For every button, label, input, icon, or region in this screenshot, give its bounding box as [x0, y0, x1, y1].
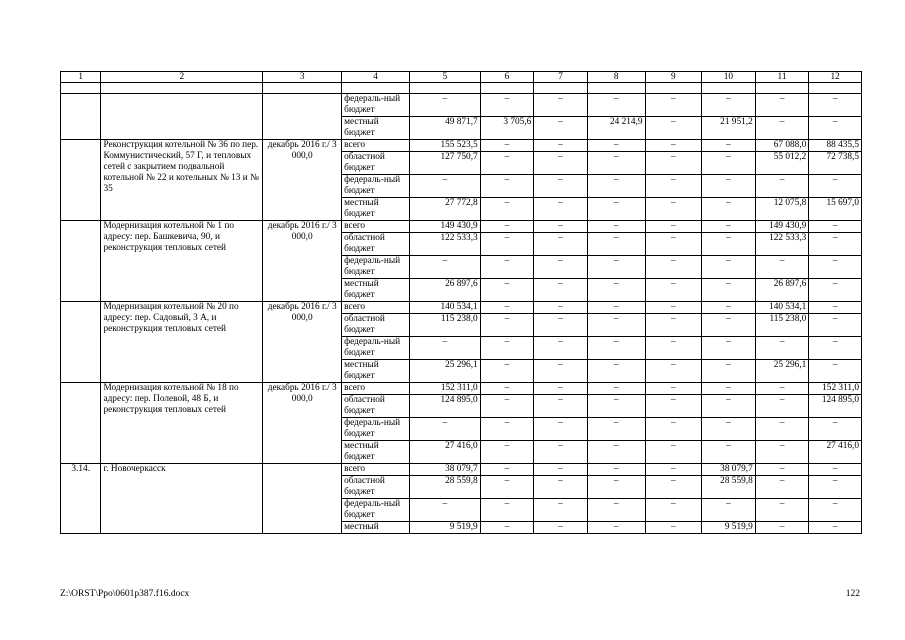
budget-source-label: местный бюджет	[342, 279, 410, 302]
amount-cell: –	[480, 140, 534, 152]
amount-cell: 25 296,1	[409, 360, 480, 383]
amount-cell: –	[645, 175, 702, 198]
footer-page-number: 122	[845, 589, 860, 599]
spacer-cell	[342, 83, 410, 94]
amount-cell: –	[587, 175, 645, 198]
amount-cell: –	[755, 383, 809, 395]
item-name: Модернизация котельной № 18 по адресу: пер. Полевой, 48 Б, и реконструкция тепловых сетей	[101, 383, 263, 464]
budget-source-label: всего	[342, 140, 410, 152]
budget-source-label: всего	[342, 383, 410, 395]
amount-cell: 15 697,0	[809, 198, 862, 221]
item-term	[263, 464, 342, 534]
amount-cell: 149 430,9	[409, 221, 480, 233]
amount-cell: 21 951,2	[702, 117, 756, 140]
item-number: 3.14.	[61, 464, 101, 534]
header-cell: 3	[263, 72, 342, 83]
header-cell: 10	[702, 72, 756, 83]
amount-cell: –	[534, 152, 588, 175]
amount-cell: 122 533,3	[409, 233, 480, 256]
amount-cell: –	[755, 175, 809, 198]
header-row	[61, 72, 862, 83]
spacer-cell	[61, 83, 101, 94]
header-cell: 12	[809, 72, 862, 83]
amount-cell: –	[534, 117, 588, 140]
amount-cell: –	[587, 94, 645, 117]
table-row	[61, 464, 862, 476]
amount-cell: –	[645, 418, 702, 441]
amount-cell: –	[534, 418, 588, 441]
amount-cell: –	[587, 302, 645, 314]
amount-cell: –	[809, 94, 862, 117]
amount-cell: –	[534, 221, 588, 233]
spacer-row	[61, 83, 862, 94]
amount-cell: –	[409, 418, 480, 441]
amount-cell: 140 534,1	[409, 302, 480, 314]
amount-cell: –	[480, 522, 534, 534]
amount-cell: –	[809, 302, 862, 314]
amount-cell: 27 772,8	[409, 198, 480, 221]
amount-cell: 28 559,8	[702, 476, 756, 499]
amount-cell: –	[645, 522, 702, 534]
amount-cell: –	[809, 117, 862, 140]
amount-cell: –	[409, 256, 480, 279]
table-row	[61, 94, 862, 117]
item-name: г. Новочеркасск	[101, 464, 263, 534]
amount-cell: –	[587, 499, 645, 522]
spacer-cell	[263, 83, 342, 94]
amount-cell: 9 519,9	[702, 522, 756, 534]
item-number	[61, 383, 101, 464]
item-term: декабрь 2016 г./ 3 000,0	[263, 221, 342, 302]
amount-cell: –	[480, 233, 534, 256]
amount-cell: –	[480, 337, 534, 360]
item-name	[101, 94, 263, 140]
amount-cell: –	[480, 476, 534, 499]
amount-cell: –	[702, 233, 756, 256]
amount-cell: 124 895,0	[809, 395, 862, 418]
amount-cell: –	[809, 499, 862, 522]
amount-cell: 72 738,5	[809, 152, 862, 175]
amount-cell: –	[587, 198, 645, 221]
amount-cell: 152 311,0	[809, 383, 862, 395]
budget-source-label: местный бюджет	[342, 360, 410, 383]
budget-source-label: местный бюджет	[342, 441, 410, 464]
table-row	[61, 383, 862, 395]
budget-source-label: областной бюджет	[342, 476, 410, 499]
amount-cell: –	[587, 360, 645, 383]
amount-cell: –	[587, 152, 645, 175]
item-number	[61, 221, 101, 302]
amount-cell: –	[587, 464, 645, 476]
amount-cell: –	[480, 256, 534, 279]
amount-cell: 9 519,9	[409, 522, 480, 534]
amount-cell: 38 079,7	[409, 464, 480, 476]
amount-cell: –	[480, 314, 534, 337]
budget-source-label: областной бюджет	[342, 233, 410, 256]
amount-cell: –	[409, 337, 480, 360]
header-cell: 4	[342, 72, 410, 83]
header-cell: 7	[534, 72, 588, 83]
header-cell: 5	[409, 72, 480, 83]
item-term: декабрь 2016 г./ 3 000,0	[263, 383, 342, 464]
amount-cell: –	[809, 279, 862, 302]
amount-cell: –	[702, 499, 756, 522]
amount-cell: 115 238,0	[755, 314, 809, 337]
amount-cell: –	[645, 314, 702, 337]
budget-source-label: областной бюджет	[342, 395, 410, 418]
amount-cell: –	[702, 441, 756, 464]
amount-cell: –	[645, 94, 702, 117]
amount-cell: –	[534, 499, 588, 522]
footer-file-path: Z:\ORST\Ppo\0601p387.f16.docx	[60, 589, 190, 599]
item-name: Модернизация котельной № 1 по адресу: пер. Башкевича, 90, и реконструкция тепловых сетей	[101, 221, 263, 302]
item-term: декабрь 2016 г./ 3 000,0	[263, 140, 342, 221]
amount-cell: 140 534,1	[755, 302, 809, 314]
amount-cell: –	[587, 221, 645, 233]
amount-cell: –	[480, 198, 534, 221]
budget-source-label: местный	[342, 522, 410, 534]
amount-cell: –	[645, 152, 702, 175]
amount-cell: –	[534, 360, 588, 383]
amount-cell: –	[702, 256, 756, 279]
spacer-cell	[101, 83, 263, 94]
amount-cell: –	[645, 476, 702, 499]
item-number	[61, 140, 101, 221]
amount-cell: 24 214,9	[587, 117, 645, 140]
amount-cell: 152 311,0	[409, 383, 480, 395]
amount-cell: –	[534, 94, 588, 117]
amount-cell: –	[702, 175, 756, 198]
amount-cell: 25 296,1	[755, 360, 809, 383]
amount-cell: –	[755, 418, 809, 441]
amount-cell: –	[587, 314, 645, 337]
amount-cell: –	[645, 464, 702, 476]
amount-cell: 149 430,9	[755, 221, 809, 233]
item-name: Модернизация котельной № 20 по адресу: пер. Садовый, 3 А, и реконструкция тепловых сетей	[101, 302, 263, 383]
amount-cell: –	[809, 418, 862, 441]
amount-cell: 12 075,8	[755, 198, 809, 221]
header-cell: 11	[755, 72, 809, 83]
budget-source-label: местный бюджет	[342, 198, 410, 221]
amount-cell: –	[480, 175, 534, 198]
amount-cell: –	[645, 140, 702, 152]
budget-source-label: областной бюджет	[342, 152, 410, 175]
amount-cell: –	[755, 337, 809, 360]
amount-cell: –	[409, 499, 480, 522]
amount-cell: –	[645, 256, 702, 279]
amount-cell: 26 897,6	[755, 279, 809, 302]
spacer-cell	[645, 83, 702, 94]
amount-cell: –	[587, 337, 645, 360]
header-cell: 1	[61, 72, 101, 83]
amount-cell: 67 088,0	[755, 140, 809, 152]
amount-cell: –	[534, 383, 588, 395]
amount-cell: –	[534, 302, 588, 314]
amount-cell: –	[480, 152, 534, 175]
amount-cell: –	[480, 302, 534, 314]
amount-cell: –	[587, 256, 645, 279]
amount-cell: –	[587, 279, 645, 302]
amount-cell: –	[702, 221, 756, 233]
amount-cell: –	[809, 175, 862, 198]
header-cell: 6	[480, 72, 534, 83]
amount-cell: –	[480, 395, 534, 418]
budget-source-label: всего	[342, 221, 410, 233]
amount-cell: 38 079,7	[702, 464, 756, 476]
amount-cell: –	[480, 499, 534, 522]
amount-cell: –	[534, 198, 588, 221]
amount-cell: –	[702, 302, 756, 314]
amount-cell: –	[755, 476, 809, 499]
amount-cell: 27 416,0	[809, 441, 862, 464]
amount-cell: 115 238,0	[409, 314, 480, 337]
amount-cell: –	[645, 233, 702, 256]
amount-cell: 124 895,0	[409, 395, 480, 418]
table-row	[61, 221, 862, 233]
amount-cell: –	[645, 117, 702, 140]
amount-cell: –	[534, 256, 588, 279]
amount-cell: –	[534, 140, 588, 152]
budget-source-label: федераль-ный бюджет	[342, 175, 410, 198]
table-row	[61, 140, 862, 152]
amount-cell: –	[534, 233, 588, 256]
amount-cell: –	[480, 360, 534, 383]
amount-cell: –	[702, 279, 756, 302]
amount-cell: –	[755, 499, 809, 522]
amount-cell: –	[702, 395, 756, 418]
amount-cell: –	[645, 499, 702, 522]
amount-cell: –	[809, 464, 862, 476]
amount-cell: –	[534, 337, 588, 360]
amount-cell: –	[480, 279, 534, 302]
amount-cell: –	[645, 441, 702, 464]
amount-cell: –	[755, 256, 809, 279]
header-cell: 9	[645, 72, 702, 83]
amount-cell: –	[809, 314, 862, 337]
table-row	[61, 302, 862, 314]
amount-cell: –	[809, 221, 862, 233]
spacer-cell	[409, 83, 480, 94]
budget-source-label: всего	[342, 464, 410, 476]
amount-cell: –	[645, 279, 702, 302]
amount-cell: –	[645, 360, 702, 383]
amount-cell: –	[809, 476, 862, 499]
amount-cell: –	[645, 198, 702, 221]
budget-source-label: местный бюджет	[342, 117, 410, 140]
amount-cell: –	[702, 383, 756, 395]
amount-cell: –	[702, 94, 756, 117]
amount-cell: –	[645, 383, 702, 395]
amount-cell: –	[755, 395, 809, 418]
amount-cell: –	[702, 198, 756, 221]
amount-cell: –	[534, 476, 588, 499]
amount-cell: –	[480, 464, 534, 476]
spacer-cell	[480, 83, 534, 94]
amount-cell: 127 750,7	[409, 152, 480, 175]
header-cell: 8	[587, 72, 645, 83]
amount-cell: –	[480, 418, 534, 441]
item-term: декабрь 2016 г./ 3 000,0	[263, 302, 342, 383]
item-term	[263, 94, 342, 140]
amount-cell: –	[645, 395, 702, 418]
amount-cell: –	[702, 418, 756, 441]
spacer-cell	[809, 83, 862, 94]
amount-cell: –	[480, 441, 534, 464]
amount-cell: –	[809, 360, 862, 383]
amount-cell: –	[534, 522, 588, 534]
spacer-cell	[587, 83, 645, 94]
amount-cell: –	[587, 476, 645, 499]
amount-cell: 28 559,8	[409, 476, 480, 499]
amount-cell: –	[480, 383, 534, 395]
amount-cell: 49 871,7	[409, 117, 480, 140]
amount-cell: –	[702, 140, 756, 152]
item-name: Реконструкция котельной № 36 по пер. Коммунистический, 57 Г, и тепловых сетей с закрытием подвальной котельной № 22 и котельных № 13 и № 35	[101, 140, 263, 221]
amount-cell: –	[587, 418, 645, 441]
amount-cell: –	[587, 522, 645, 534]
amount-cell: –	[587, 233, 645, 256]
amount-cell: –	[480, 221, 534, 233]
budget-source-label: федераль-ный бюджет	[342, 418, 410, 441]
amount-cell: –	[534, 441, 588, 464]
amount-cell: –	[702, 360, 756, 383]
amount-cell: –	[534, 279, 588, 302]
amount-cell: –	[587, 383, 645, 395]
amount-cell: 155 523,5	[409, 140, 480, 152]
spacer-cell	[534, 83, 588, 94]
amount-cell: –	[534, 314, 588, 337]
budget-source-label: областной бюджет	[342, 314, 410, 337]
amount-cell: –	[587, 395, 645, 418]
amount-cell: –	[587, 140, 645, 152]
amount-cell: –	[702, 314, 756, 337]
amount-cell: –	[645, 302, 702, 314]
amount-cell: 27 416,0	[409, 441, 480, 464]
amount-cell: –	[534, 175, 588, 198]
item-number	[61, 302, 101, 383]
amount-cell: –	[809, 522, 862, 534]
spacer-cell	[702, 83, 756, 94]
amount-cell: 26 897,6	[409, 279, 480, 302]
amount-cell: –	[480, 94, 534, 117]
amount-cell: 122 533,3	[755, 233, 809, 256]
amount-cell: –	[755, 117, 809, 140]
item-number	[61, 94, 101, 140]
amount-cell: –	[809, 233, 862, 256]
amount-cell: –	[809, 337, 862, 360]
budget-source-label: федераль-ный бюджет	[342, 94, 410, 117]
amount-cell: 88 435,5	[809, 140, 862, 152]
header-cell: 2	[101, 72, 263, 83]
amount-cell: 55 012,2	[755, 152, 809, 175]
amount-cell: –	[645, 337, 702, 360]
amount-cell: –	[755, 441, 809, 464]
amount-cell: –	[534, 395, 588, 418]
amount-cell: –	[534, 464, 588, 476]
budget-source-label: федераль-ный бюджет	[342, 256, 410, 279]
amount-cell: –	[587, 441, 645, 464]
amount-cell: –	[702, 337, 756, 360]
budget-source-label: всего	[342, 302, 410, 314]
amount-cell: –	[409, 94, 480, 117]
budget-table	[60, 71, 862, 534]
amount-cell: 3 705,6	[480, 117, 534, 140]
amount-cell: –	[409, 175, 480, 198]
spacer-cell	[755, 83, 809, 94]
amount-cell: –	[755, 522, 809, 534]
budget-source-label: федераль-ный бюджет	[342, 337, 410, 360]
amount-cell: –	[809, 256, 862, 279]
budget-source-label: федераль-ный бюджет	[342, 499, 410, 522]
amount-cell: –	[755, 464, 809, 476]
amount-cell: –	[702, 152, 756, 175]
amount-cell: –	[755, 94, 809, 117]
amount-cell: –	[645, 221, 702, 233]
